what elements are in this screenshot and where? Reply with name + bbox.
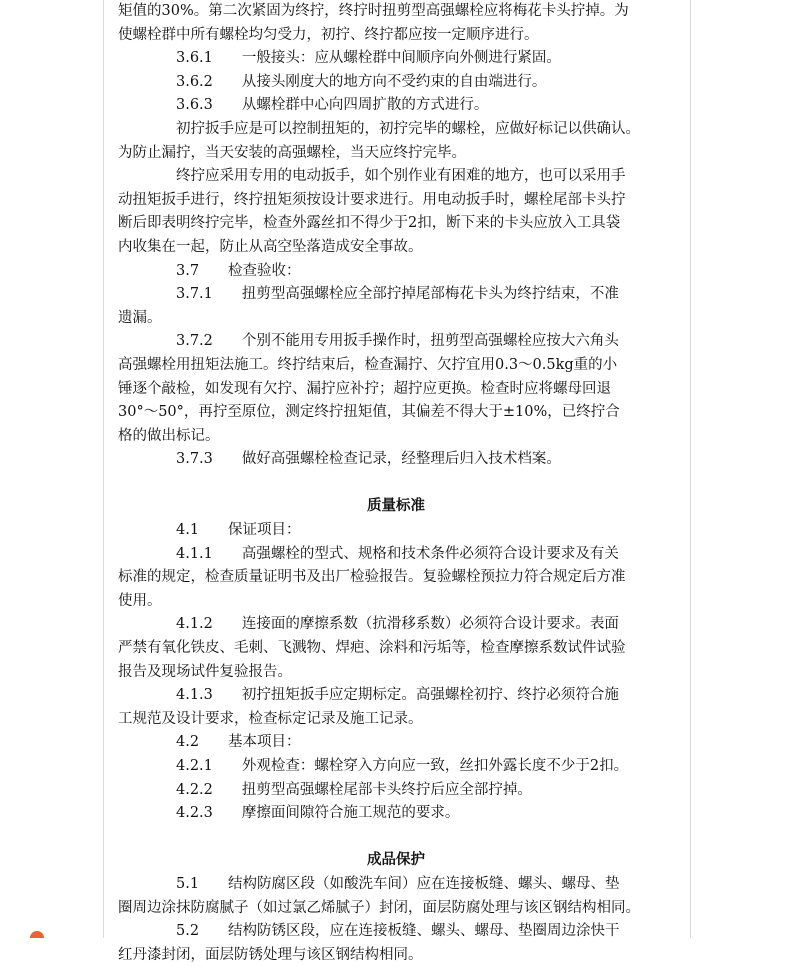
paragraph-line: 断后即表明终拧完毕，检查外露丝扣不得少于2扣，断下来的卡头应放入工具袋: [118, 215, 621, 232]
paragraph-line: 工规范及设计要求，检查标定记录及施工记录。: [118, 710, 423, 727]
blank-line: [118, 826, 674, 850]
paragraph-line: 锤逐个敲检，如发现有欠拧、漏拧应补拧；超拧应更换。检查时应将螺母回退: [118, 380, 611, 397]
paragraph-line: 5.1 结构防腐区段（如酸洗车间）应在连接板缝、螺头、螺母、垫: [176, 875, 620, 892]
paragraph-line: 3.7.2 个别不能用专用扳手操作时，扭剪型高强螺栓应按大六角头: [176, 333, 619, 350]
paragraph-line: 3.7 检查验收：: [176, 262, 301, 279]
paragraph-line: 动扭矩扳手进行，终拧扭矩须按设计要求进行。用电动扳手时，螺栓尾部卡头拧: [118, 191, 626, 208]
paragraph-line: 4.1 保证项目：: [176, 522, 301, 539]
paragraph-line: 终拧应采用专用的电动扳手，如个别作业有困难的地方，也可以采用手: [176, 168, 626, 185]
corner-marker-icon: [30, 931, 44, 938]
paragraph-line: 红丹漆封闭，面层防锈处理与该区钢结构相同。: [118, 946, 423, 963]
paragraph-line: 初拧扳手应是可以控制扭矩的，初拧完毕的螺栓，应做好标记以供确认。: [176, 120, 640, 137]
paragraph-line: 使螺栓群中所有螺栓均匀受力，初拧、终拧都应按一定顺序进行。: [118, 26, 539, 43]
paragraph-line: 使用。: [118, 592, 162, 609]
document-body: [118, 0, 674, 967]
paragraph-line: 格的做出标记。: [118, 427, 220, 444]
paragraph-line: 严禁有氧化铁皮、毛刺、飞溅物、焊疤、涂料和污垢等，检查摩擦系数试件试验: [118, 640, 626, 657]
paragraph-line: 3.6.2 从接头刚度大的地方向不受约束的自由端进行。: [176, 73, 547, 90]
paragraph-line: 矩值的30%。第二次紧固为终拧，终拧时扭剪型高强螺栓应将梅花卡头拧掉。为: [118, 3, 629, 19]
paragraph-line: 3.6.3 从螺栓群中心向四周扩散的方式进行。: [176, 97, 489, 114]
section-heading: 成品保护: [367, 852, 425, 869]
paragraph-line: 4.1.3 初拧扭矩扳手应定期标定。高强螺栓初拧、终拧必须符合施: [176, 687, 619, 704]
paragraph-line: 4.1.1 高强螺栓的型式、规格和技术条件必须符合设计要求及有关: [176, 545, 619, 562]
paragraph-line: 30°～50°，再拧至原位，测定终拧扭矩值，其偏差不得大于±10%，已终拧合: [118, 404, 620, 421]
paragraph-line: 3.7.1 扭剪型高强螺栓应全部拧掉尾部梅花卡头为终拧结束，不准: [176, 286, 619, 303]
paragraph-line: 5.2 结构防锈区段，应在连接板缝、螺头、螺母、垫圈周边涂快干: [176, 923, 620, 940]
paragraph-line: 4.1.2 连接面的摩擦系数（抗滑移系数）必须符合设计要求。表面: [176, 616, 619, 633]
paragraph-line: 高强螺栓用扭矩法施工。终拧结束后，检查漏拧、欠拧宜用0.3～0.5kg重的小: [118, 356, 618, 373]
paragraph-line: 报告及现场试件复验报告。: [118, 663, 292, 680]
paragraph-line: 为防止漏拧，当天安装的高强螺栓，当天应终拧完毕。: [118, 144, 466, 161]
paragraph-line: 圈周边涂抹防腐腻子（如过氯乙烯腻子）封闭，面层防腐处理与该区钢结构相同。: [118, 899, 640, 916]
paragraph-line: 4.2.1 外观检查：螺栓穿入方向应一致，丝扣外露长度不少于2扣。: [176, 758, 629, 774]
page-right-edge: [690, 0, 691, 938]
paragraph-line: 4.2 基本项目：: [176, 734, 301, 751]
paragraph-line: 遗漏。: [118, 309, 162, 326]
page-left-edge: [103, 0, 104, 938]
paragraph-line: 内收集在一起，防止从高空坠落造成安全事故。: [118, 238, 423, 255]
paragraph-line: 3.7.3 做好高强螺栓检查记录，经整理后归入技术档案。: [176, 451, 561, 468]
paragraph-line: 3.6.1 一般接头：应从螺栓群中间顺序向外侧进行紧固。: [176, 50, 561, 67]
section-heading: 质量标准: [367, 498, 425, 515]
paragraph-line: 4.2.3 摩擦面间隙符合施工规范的要求。: [176, 805, 460, 822]
blank-line: [118, 472, 674, 496]
paragraph-line: 4.2.2 扭剪型高强螺栓尾部卡头终拧后应全部拧掉。: [176, 781, 532, 798]
paragraph-line: 标准的规定，检查质量证明书及出厂检验报告。复验螺栓预拉力符合规定后方准: [118, 569, 626, 586]
